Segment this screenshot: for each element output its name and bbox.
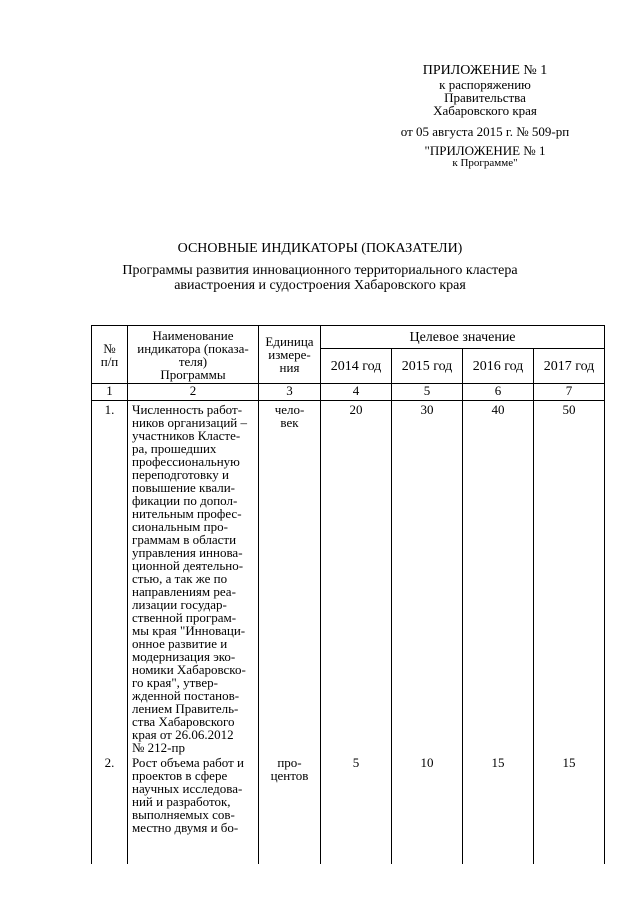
indicator-text-line: лением Правитель- [132,701,239,716]
table-row [92,401,605,755]
indicator-text-line: граммам в области [132,532,237,547]
indicator-text-line: ственной програм- [132,610,237,625]
indicator-text-line: края от 26.06.2012 [132,727,234,742]
program-appendix-ref: к Программе" [452,157,518,169]
indicator-text-line: жденной постанов- [132,688,240,703]
title-sub: Программы развития инновационного территориального кластера [122,263,518,278]
col-header-target: Целевое значение [321,326,605,349]
col-header-year: 2016 год [463,349,534,384]
col-header-year: 2014 год [321,349,392,384]
indicator-text-line: научных исследова- [132,781,243,796]
unit-text-line: про- [277,755,302,770]
col-header-unit [259,326,321,384]
value-cell: 10 [392,754,463,864]
indicator-text-line: Численность работ- [132,402,243,417]
order-date: от 05 августа 2015 г. № 509-рп [400,124,570,139]
header-text: п/п [100,353,119,369]
column-number: 4 [321,384,392,401]
header-text: индикатора (показа- [137,340,249,356]
header-text: Программы [160,366,226,382]
appendix-header [360,64,610,170]
unit-text-line: чело- [274,402,305,417]
indicator-text-line: го края", утвер- [132,675,218,690]
appendix-line: Правительства [444,90,526,105]
document-title [60,241,580,293]
col-header-year: 2017 год [534,349,605,384]
unit-text-line: центов [270,768,309,783]
row-number: 2. [92,754,128,864]
value-cell: 40 [463,401,534,755]
table-row [92,754,605,864]
col-header-name [128,326,259,384]
value-cell: 15 [534,754,605,864]
col-header-year: 2015 год [392,349,463,384]
indicator-text-line: модернизация эко- [132,649,236,664]
indicator-text-line: повышение квали- [132,480,235,495]
indicator-text-line: профессиональную [132,454,240,469]
column-number: 5 [392,384,463,401]
indicator-text-line: выполняемых сов- [132,807,235,822]
value-cell: 15 [463,754,534,864]
indicator-text-line: местно двумя и бо- [132,820,239,835]
indicators-table [91,325,605,864]
indicator-text-line: ра, прошедших [132,441,217,456]
value-cell: 20 [321,401,392,755]
col-header-num [92,326,128,384]
indicator-name [128,401,259,755]
indicator-text-line: стью, а так же по [132,571,228,586]
indicator-text-line: нительным профес- [132,506,242,521]
indicator-text-line: ционной деятельно- [132,558,244,573]
unit-text-line: век [280,415,299,430]
appendix-line: Хабаровского края [433,103,537,118]
indicator-text-line: участников Класте- [132,428,241,443]
indicator-text-line: проектов в сфере [132,768,228,783]
value-cell: 30 [392,401,463,755]
header-text: Единица [265,334,314,349]
indicator-name [128,754,259,864]
column-number-row [92,384,605,401]
header-text: Наименование [152,327,234,343]
indicator-text-line: ний и разработок, [132,794,231,809]
title-sub: авиастроения и судостроения Хабаровского края [174,278,466,293]
column-number: 6 [463,384,534,401]
title-main: ОСНОВНЫЕ ИНДИКАТОРЫ (ПОКАЗАТЕЛИ) [177,241,463,256]
unit-cell [259,401,321,755]
program-appendix: "ПРИЛОЖЕНИЕ № 1 [424,143,546,158]
indicator-text-line: ников организаций – [132,415,248,430]
column-number: 2 [128,384,259,401]
value-cell: 50 [534,401,605,755]
indicator-text-line: лизации государ- [132,597,227,612]
indicator-text-line: номики Хабаровско- [132,662,246,677]
value-cell: 5 [321,754,392,864]
indicator-text-line: ства Хабаровского [132,714,235,729]
column-number: 1 [92,384,128,401]
indicator-text-line: онное развитие и [132,636,228,651]
indicator-text-line: сиональным про- [132,519,228,534]
indicator-text-line: управления иннова- [132,545,243,560]
header-row [92,326,605,349]
unit-cell [259,754,321,864]
column-number: 7 [534,384,605,401]
header-text: измере- [268,347,311,362]
appendix-line: к распоряжению [439,77,531,92]
header-text: № [103,340,116,356]
row-number: 1. [92,401,128,755]
indicator-text-line: мы края "Инноваци- [132,623,246,638]
appendix-title: ПРИЛОЖЕНИЕ № 1 [422,63,548,78]
indicator-text-line: Рост объема работ и [132,755,244,770]
header-text: теля) [178,353,208,369]
indicator-text-line: № 212-пр [132,740,185,755]
header-text: ния [279,360,300,375]
indicator-text-line: направлениям реа- [132,584,236,599]
indicator-text-line: фикации по допол- [132,493,238,508]
indicator-text-line: переподготовку и [132,467,230,482]
column-number: 3 [259,384,321,401]
